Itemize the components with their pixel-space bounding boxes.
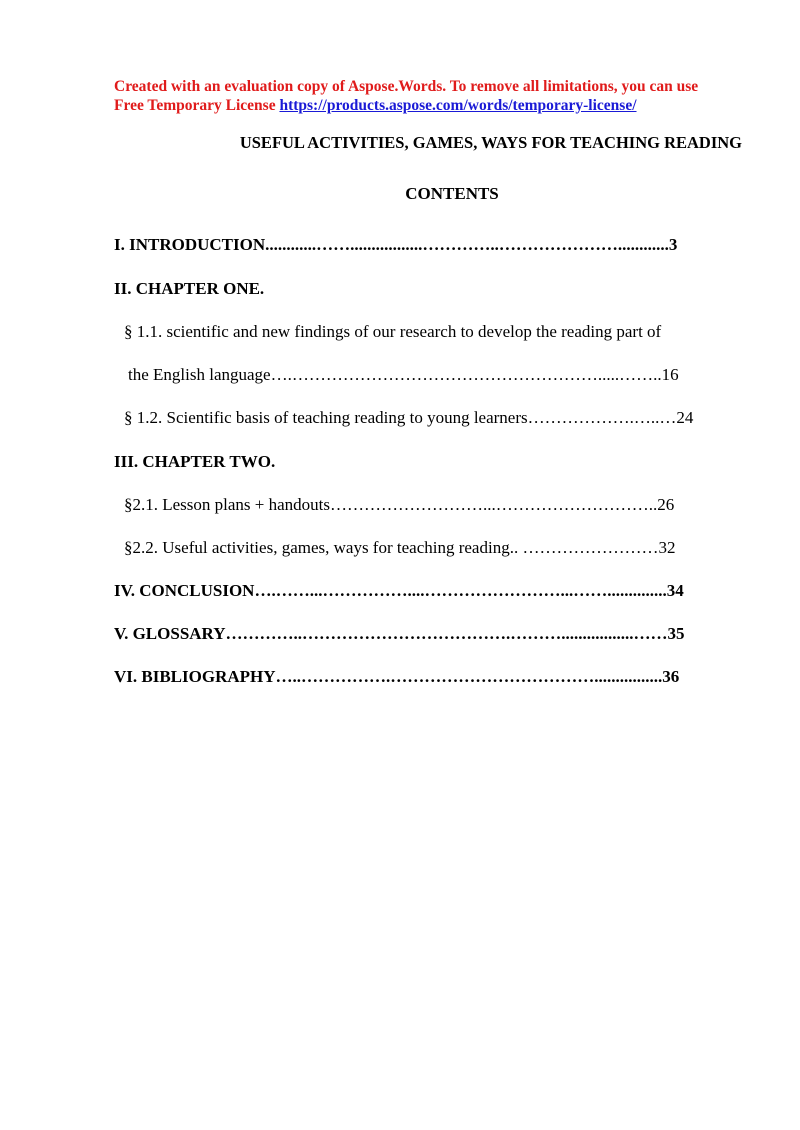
toc-entry-section-1-1-continued: the English language….……………………………………………….....……..16 [128,365,679,384]
notice-license-label: Free Temporary License [114,97,280,114]
toc-entry-chapter-one: II. CHAPTER ONE. [114,279,265,298]
toc-entry-section-1-2: § 1.2. Scientific basis of teaching reading to young learners……………….…..…24 [124,408,694,427]
license-link[interactable]: https://products.aspose.com/words/temporary-license/ [279,97,637,114]
contents-heading: CONTENTS [405,184,499,203]
toc-entry-conclusion: IV. CONCLUSION….……...……………....……………………...……..............34 [114,581,684,600]
notice-line-2 [114,96,754,115]
document-title: USEFUL ACTIVITIES, GAMES, WAYS FOR TEACHING READING [239,133,742,152]
toc-entry-section-2-1: §2.1. Lesson plans + handouts………………………...………………………..26 [124,495,675,514]
toc-entry-section-2-2: §2.2. Useful activities, games, ways for teaching reading.. ……………………32 [124,538,676,557]
toc-entry-section-1-1: § 1.1. scientific and new findings of our research to develop the reading part of [124,322,662,341]
toc-entry-introduction: I. INTRODUCTION............…….................…………..…………………............3 [114,235,678,254]
evaluation-notice [114,77,754,115]
toc-entry-chapter-two: III. CHAPTER TWO. [114,452,276,471]
toc-entry-bibliography: VI. BIBLIOGRAPHY…..…………….………………………………................36 [114,667,680,686]
toc-entry-glossary: V. GLOSSARY…………..……………………………….……….................……35 [114,624,685,643]
notice-line-1: Created with an evaluation copy of Aspose.Words. To remove all limitations, you can use [114,78,699,95]
